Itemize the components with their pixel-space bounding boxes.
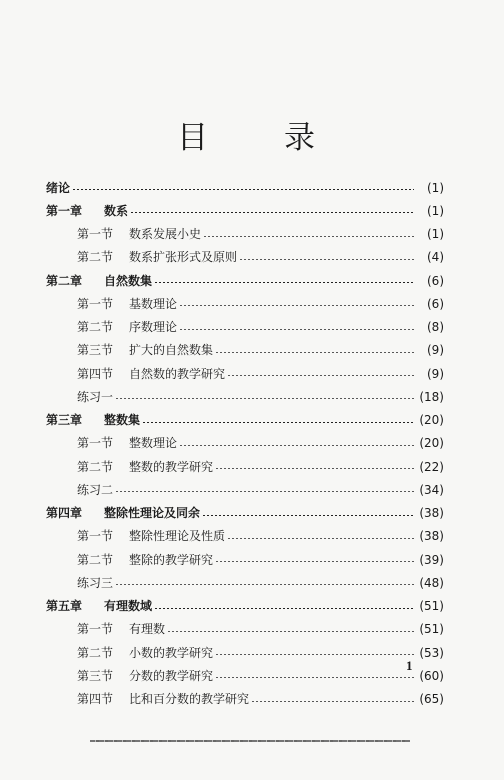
toc-page-number: (65) <box>419 692 444 707</box>
toc-entry-number: 第一节 <box>77 529 114 544</box>
dot-leader <box>72 189 414 190</box>
toc-page-number: (8) <box>427 320 444 335</box>
toc-entry-number: 第四章 <box>46 506 83 521</box>
toc-entry-title: 自然数的教学研究 <box>129 366 226 381</box>
toc-section-row <box>46 641 444 664</box>
toc-entry-number: 第三章 <box>46 413 83 428</box>
toc-entry-number: 第一节 <box>77 227 114 242</box>
toc-entry-number: 第二节 <box>77 552 114 567</box>
toc-page-number: (9) <box>427 343 444 358</box>
title-char-2: 录 <box>284 120 315 156</box>
dot-leader <box>130 212 414 213</box>
toc-page-number: (20) <box>419 436 444 451</box>
toc-page-number: (38) <box>419 506 444 521</box>
title-char-1: 目 <box>177 120 208 156</box>
toc-section-row <box>46 223 444 246</box>
dot-leader <box>179 445 414 446</box>
toc-page-number: (60) <box>419 668 444 683</box>
toc-entry-title: 有理数 <box>129 622 166 637</box>
toc-entry-number: 第四节 <box>77 366 114 381</box>
toc-entry-title: 数系 <box>104 203 129 218</box>
dot-leader <box>142 422 414 423</box>
dot-leader <box>227 375 414 376</box>
toc-entry-number: 第四节 <box>77 692 114 707</box>
table-of-contents <box>46 176 444 711</box>
toc-entry-title: 基数理论 <box>129 296 178 311</box>
toc-section-row <box>46 548 444 571</box>
dot-leader <box>239 259 414 260</box>
page-title <box>0 112 504 156</box>
toc-page-number: (18) <box>419 389 444 404</box>
toc-page-number: (1) <box>427 203 444 218</box>
toc-entry-title: 数系扩张形式及原则 <box>129 250 238 265</box>
toc-page-number: (38) <box>419 529 444 544</box>
bottom-rule <box>90 740 410 742</box>
toc-section-row <box>46 339 444 362</box>
toc-entry-title: 小数的教学研究 <box>129 645 214 660</box>
toc-entry-number: 第五章 <box>46 599 83 614</box>
toc-section-row <box>46 362 444 385</box>
dot-leader <box>203 236 414 237</box>
dot-leader <box>215 468 414 469</box>
toc-entry-title: 扩大的自然数集 <box>129 343 214 358</box>
toc-entry-number: 第一节 <box>77 296 114 311</box>
toc-page-number: (6) <box>427 296 444 311</box>
toc-entry-title: 练习一 <box>77 389 114 404</box>
toc-entry-title: 自然数集 <box>104 273 153 288</box>
toc-entry-title: 整数集 <box>104 413 141 428</box>
toc-entry-title: 整除性理论及性质 <box>129 529 226 544</box>
toc-entry-number: 第一章 <box>46 203 83 218</box>
toc-page-number: (53) <box>419 645 444 660</box>
toc-section-row <box>46 571 444 594</box>
dot-leader <box>179 329 414 330</box>
page-number: 1 <box>406 658 413 673</box>
toc-entry-number: 第一节 <box>77 622 114 637</box>
toc-entry-number: 第二节 <box>77 645 114 660</box>
toc-page-number: (51) <box>419 622 444 637</box>
toc-entry-number: 第二节 <box>77 320 114 335</box>
toc-section-row <box>46 618 444 641</box>
toc-entry-number: 第三节 <box>77 343 114 358</box>
toc-entry-title: 整除性理论及同余 <box>104 506 201 521</box>
toc-chapter-row <box>46 595 444 618</box>
toc-chapter-row <box>46 502 444 525</box>
toc-entry-title: 序数理论 <box>129 320 178 335</box>
dot-leader <box>227 538 414 539</box>
dot-leader <box>215 352 414 353</box>
toc-entry-number: 第二节 <box>77 459 114 474</box>
dot-leader <box>154 282 414 283</box>
toc-section-row <box>46 316 444 339</box>
toc-entry-title: 练习三 <box>77 575 114 590</box>
toc-page-number: (4) <box>427 250 444 265</box>
dot-leader <box>251 701 414 702</box>
toc-page-number: (34) <box>419 482 444 497</box>
toc-section-row <box>46 688 444 711</box>
toc-page-number: (9) <box>427 366 444 381</box>
dot-leader <box>179 305 414 306</box>
dot-leader <box>215 561 414 562</box>
toc-section-row <box>46 246 444 269</box>
toc-section-row <box>46 432 444 455</box>
toc-page-number: (51) <box>419 599 444 614</box>
dot-leader <box>215 654 414 655</box>
toc-entry-title: 整数的教学研究 <box>129 459 214 474</box>
toc-entry-title: 整数理论 <box>129 436 178 451</box>
dot-leader <box>115 491 414 492</box>
toc-page-number: (48) <box>419 575 444 590</box>
toc-page-number: (1) <box>427 227 444 242</box>
dot-leader <box>154 608 414 609</box>
toc-chapter-row <box>46 199 444 222</box>
dot-leader <box>167 631 414 632</box>
toc-entry-title: 绪论 <box>46 180 71 195</box>
toc-entry-title: 练习二 <box>77 482 114 497</box>
toc-section-row <box>46 664 444 687</box>
toc-entry-title: 整除的教学研究 <box>129 552 214 567</box>
toc-entry-number: 第一节 <box>77 436 114 451</box>
toc-section-row <box>46 478 444 501</box>
dot-leader <box>115 398 414 399</box>
toc-entry-title: 比和百分数的教学研究 <box>129 692 250 707</box>
toc-entry-title: 有理数域 <box>104 599 153 614</box>
dot-leader <box>202 515 414 516</box>
toc-section-row <box>46 292 444 315</box>
toc-section-row <box>46 525 444 548</box>
toc-chapter-row <box>46 409 444 432</box>
toc-page-number: (22) <box>419 459 444 474</box>
toc-entry-number: 第二章 <box>46 273 83 288</box>
dot-leader <box>115 584 414 585</box>
toc-entry-number: 第三节 <box>77 668 114 683</box>
toc-page-number: (20) <box>419 413 444 428</box>
toc-page-number: (6) <box>427 273 444 288</box>
toc-entry-title: 分数的教学研究 <box>129 668 214 683</box>
toc-page-number: (1) <box>427 180 444 195</box>
toc-entry-title: 数系发展小史 <box>129 227 202 242</box>
dot-leader <box>215 677 414 678</box>
toc-entry-number: 第二节 <box>77 250 114 265</box>
toc-chapter-row <box>46 269 444 292</box>
toc-page-number: (39) <box>419 552 444 567</box>
toc-chapter-row <box>46 176 444 199</box>
toc-section-row <box>46 385 444 408</box>
toc-section-row <box>46 455 444 478</box>
